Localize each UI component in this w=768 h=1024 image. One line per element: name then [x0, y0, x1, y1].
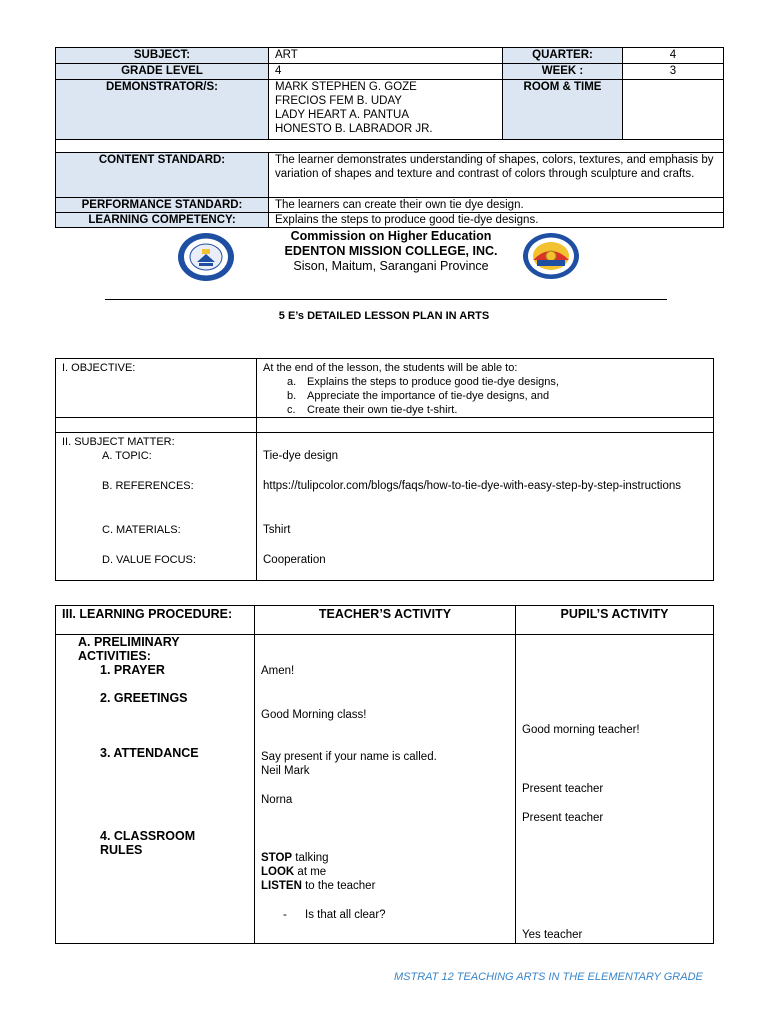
references-value[interactable]: https://tulipcolor.com/blogs/faqs/how-to-tie-dye-with-easy-step-by-step-instructions: [263, 480, 682, 492]
objective-intro: At the end of the lesson, the students will be able to:: [263, 362, 518, 374]
objective-item: b. Appreciate the importance of tie-dye designs, and: [287, 390, 550, 402]
procedure-label: III. LEARNING PROCEDURE:: [56, 606, 255, 635]
footer-course-title: MSTRAT 12 TEACHING ARTS IN THE ELEMENTARY GRADE: [394, 971, 703, 983]
content-standard-label: CONTENT STANDARD:: [56, 153, 269, 198]
teacher-activity-header: TEACHER’S ACTIVITY: [255, 606, 516, 635]
objective-table: [55, 358, 714, 581]
week-label: WEEK :: [503, 64, 623, 80]
content-standard-value: The learner demonstrates understanding of shapes, colors, textures, and emphasis by variation of shapes and texture and contrast of colors through sculpture and crafts.: [269, 153, 724, 198]
learning-competency-label: LEARNING COMPETENCY:: [56, 213, 269, 228]
pupil-good-morning: Good morning teacher!: [522, 724, 640, 736]
procedure-table: [55, 605, 714, 944]
header-table: [55, 47, 724, 228]
performance-standard-label: PERFORMANCE STANDARD:: [56, 198, 269, 213]
room-time-value: [623, 80, 724, 140]
demonstrator-name: FRECIOS FEM B. UDAY: [275, 95, 402, 107]
learning-competency-value: Explains the steps to produce good tie-dye designs.: [269, 213, 724, 228]
materials-value: Tshirt: [263, 524, 291, 536]
greetings-step: 2. GREETINGS: [100, 691, 188, 705]
rule-listen: LISTEN to the teacher: [261, 880, 376, 892]
objective-item: a. Explains the steps to produce good tie-dye designs,: [287, 376, 559, 388]
quarter-value: 4: [623, 48, 724, 64]
pupil-activity-cell: [516, 635, 714, 944]
value-focus-value: Cooperation: [263, 554, 326, 566]
college-seal-logo: [177, 232, 235, 282]
ched-seal-logo: [522, 232, 580, 280]
teacher-name-norna: Norna: [261, 794, 293, 806]
teacher-clear-question: - Is that all clear?: [283, 909, 386, 921]
materials-label: C. MATERIALS:: [102, 524, 181, 536]
quarter-label: QUARTER:: [503, 48, 623, 64]
objective-content: [257, 359, 714, 418]
rule-look: LOOK at me: [261, 866, 327, 878]
demonstrator-name: MARK STEPHEN G. GOZE: [275, 81, 417, 93]
school-name: EDENTON MISSION COLLEGE, INC.: [284, 244, 498, 258]
teacher-good-morning: Good Morning class!: [261, 709, 367, 721]
demonstrators-label: DEMONSTRATOR/S:: [56, 80, 269, 140]
pupil-present: Present teacher: [522, 812, 604, 824]
topic-value: Tie-dye design: [263, 450, 339, 462]
rule-stop: STOP talking: [261, 852, 329, 864]
attendance-step: 3. ATTENDANCE: [100, 746, 199, 760]
lesson-plan-title: 5 E’s DETAILED LESSON PLAN IN ARTS: [278, 310, 490, 322]
pupil-present: Present teacher: [522, 783, 604, 795]
objective-spacer: [56, 418, 257, 433]
room-time-label: ROOM & TIME: [503, 80, 623, 140]
subject-matter-values: [257, 433, 714, 581]
subject-matter-labels: [56, 433, 257, 581]
subject-label: SUBJECT:: [56, 48, 269, 64]
subject-matter-label: II. SUBJECT MATTER:: [62, 436, 175, 448]
teacher-say-present: Say present if your name is called.: [261, 751, 437, 763]
subject-value: ART: [269, 48, 503, 64]
performance-standard-value: The learners can create their own tie dye design.: [269, 198, 724, 213]
teacher-activity-cell: [255, 635, 516, 944]
school-header: [0, 229, 768, 289]
objective-spacer: [257, 418, 714, 433]
demonstrator-name: LADY HEART A. PANTUA: [275, 109, 410, 121]
references-label: B. REFERENCES:: [102, 480, 194, 492]
demonstrator-name: HONESTO B. LABRADOR JR.: [275, 123, 433, 135]
pupil-activity-header: PUPIL’S ACTIVITY: [516, 606, 714, 635]
preliminary-activities: A. PRELIMINARY ACTIVITIES:: [78, 635, 180, 663]
objective-label: I. OBJECTIVE:: [56, 359, 257, 418]
week-value: 3: [623, 64, 724, 80]
section-divider: [105, 299, 667, 300]
teacher-name-neil: Neil Mark: [261, 765, 310, 777]
procedure-steps: [56, 635, 255, 944]
teacher-amen: Amen!: [261, 665, 295, 677]
prayer-step: 1. PRAYER: [100, 663, 165, 677]
grade-level-value: 4: [269, 64, 503, 80]
school-text: [276, 229, 506, 274]
pupil-yes: Yes teacher: [522, 929, 583, 941]
school-address: Sison, Maitum, Sarangani Province: [293, 259, 489, 273]
header-spacer-row: [56, 140, 724, 153]
objective-item: c. Create their own tie-dye t-shirt.: [287, 404, 458, 416]
demonstrators-value: [269, 80, 503, 140]
topic-label: A. TOPIC:: [102, 450, 152, 462]
value-focus-label: D. VALUE FOCUS:: [102, 554, 196, 566]
classroom-rules-step: 4. CLASSROOM RULES: [100, 829, 196, 857]
grade-level-label: GRADE LEVEL: [56, 64, 269, 80]
school-commission: Commission on Higher Education: [290, 229, 492, 243]
